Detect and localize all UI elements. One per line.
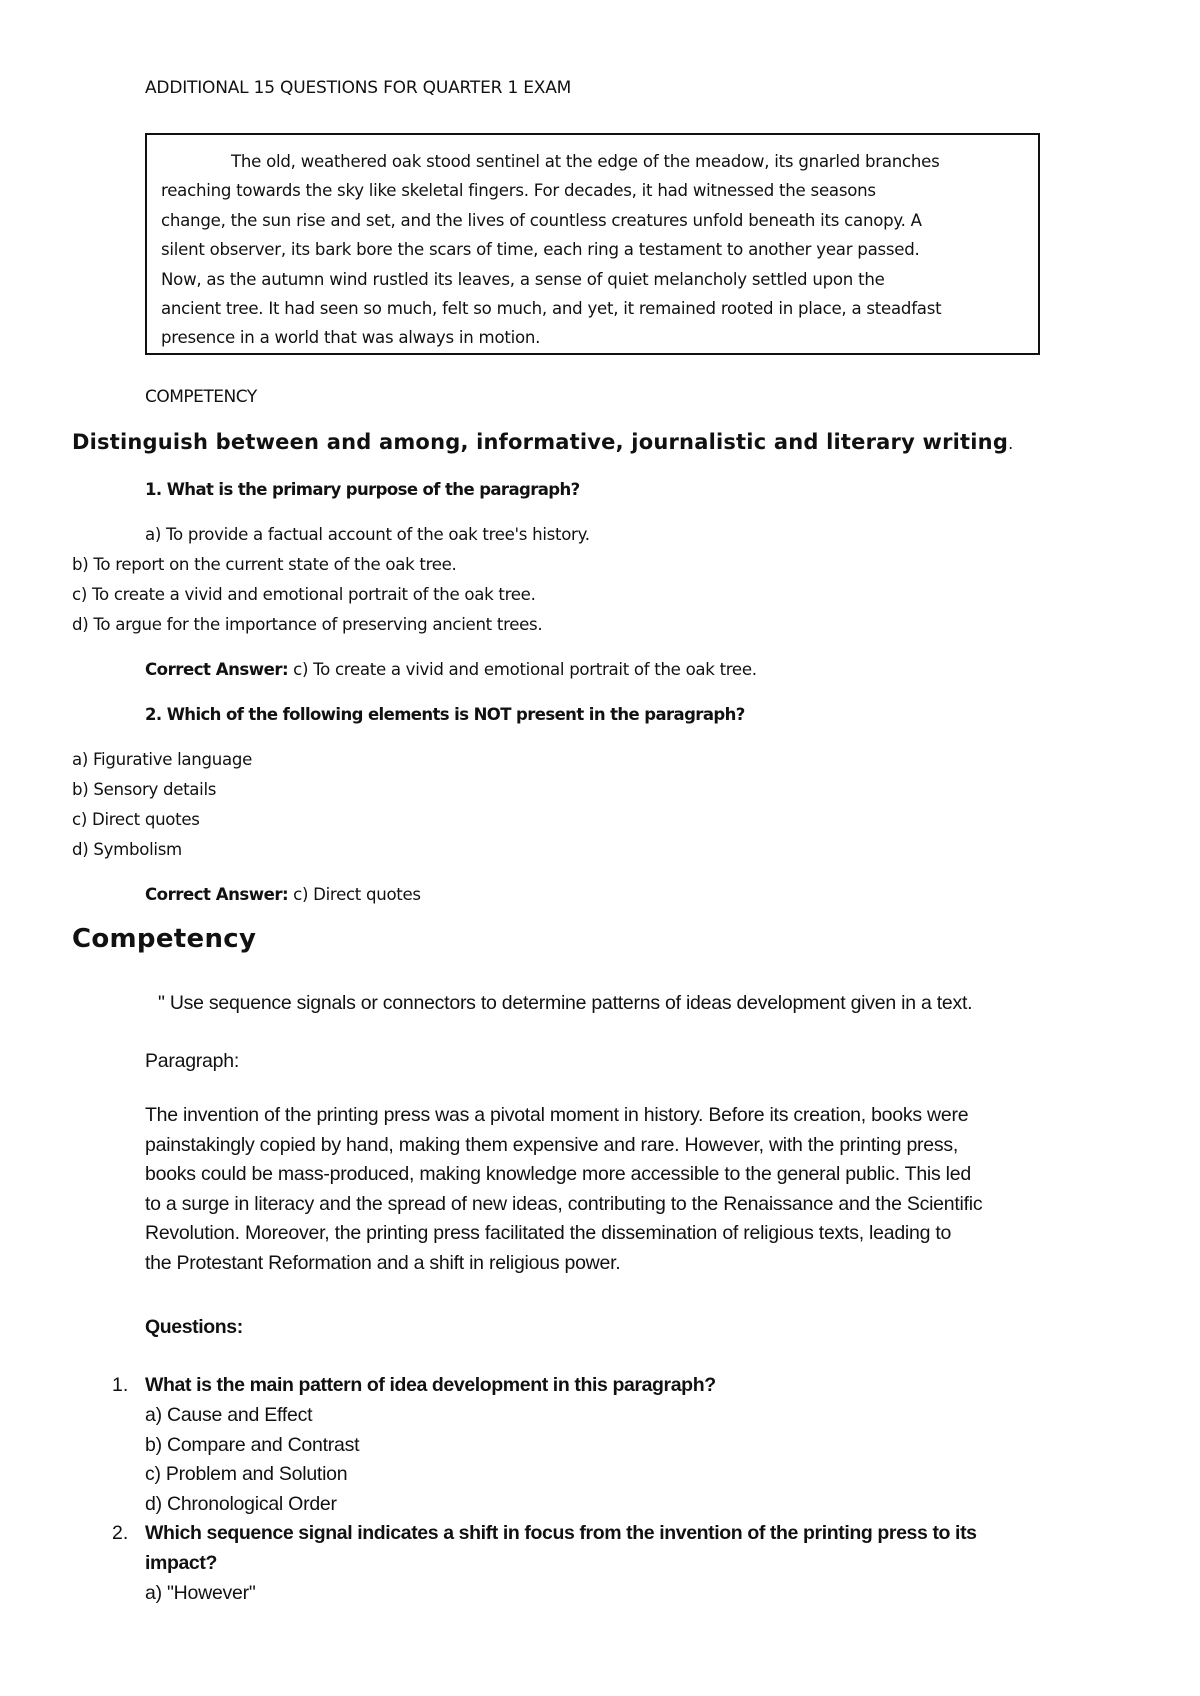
question-2-option-d: d) Symbolism	[72, 840, 182, 859]
paragraph-line: books could be mass-produced, making knowledge more accessible to the general public. This led	[145, 1163, 971, 1186]
passage-line: presence in a world that was always in motion.	[161, 328, 541, 348]
question-1-option-a: a) To provide a factual account of the oak tree's history.	[145, 525, 590, 544]
s2-question-1-text: What is the main pattern of idea development in this paragraph?	[145, 1374, 716, 1396]
competency-section-heading: Competency	[72, 924, 257, 954]
passage-line: The old, weathered oak stood sentinel at the edge of the meadow, its gnarled branches	[231, 152, 940, 171]
question-1-answer	[145, 660, 757, 679]
questions-label: Questions:	[145, 1316, 243, 1338]
answer-label: Correct Answer:	[145, 885, 289, 904]
printing-press-paragraph	[145, 1101, 1145, 1279]
s2-question-1-option-c: c) Problem and Solution	[145, 1463, 348, 1485]
s2-question-1-option-b: b) Compare and Contrast	[145, 1434, 360, 1456]
passage-line: reaching towards the sky like skeletal fingers. For decades, it had witnessed the seasons	[161, 181, 876, 201]
passage-box	[145, 133, 1040, 355]
s2-question-1-option-a: a) Cause and Effect	[145, 1404, 313, 1426]
competency-statement: " Use sequence signals or connectors to determine patterns of ideas development given in a text.	[158, 992, 973, 1014]
paragraph-line: painstakingly copied by hand, making them expensive and rare. However, with the printing press,	[145, 1133, 959, 1156]
question-1-option-b: b) To report on the current state of the oak tree.	[72, 555, 457, 574]
s2-question-1-number: 1.	[112, 1374, 129, 1396]
s2-question-2-option-a: a) "However"	[145, 1582, 256, 1604]
answer-text: c) Direct quotes	[288, 885, 421, 904]
passage-line: silent observer, its bark bore the scars of time, each ring a testament to another year passed.	[161, 240, 920, 260]
question-2-text: 2. Which of the following elements is NOT present in the paragraph?	[145, 705, 745, 724]
s2-question-2-text-line1: Which sequence signal indicates a shift in focus from the invention of the printing press to its	[145, 1522, 977, 1544]
passage-line: Now, as the autumn wind rustled its leaves, a sense of quiet melancholy settled upon the	[161, 269, 885, 289]
answer-text: c) To create a vivid and emotional portrait of the oak tree.	[288, 660, 757, 679]
paragraph-line: Revolution. Moreover, the printing press facilitated the dissemination of religious texts, leading to	[145, 1222, 952, 1245]
s2-question-2-number: 2.	[112, 1522, 129, 1544]
paragraph-line: to a surge in literacy and the spread of new ideas, contributing to the Renaissance and the Scientific	[145, 1192, 983, 1215]
competency-label: COMPETENCY	[145, 387, 257, 407]
question-2-option-b: b) Sensory details	[72, 780, 217, 799]
competency-heading	[72, 430, 1013, 454]
s2-question-2-text-line2: impact?	[145, 1552, 217, 1574]
paragraph-line: The invention of the printing press was a pivotal moment in history. Before its creation, books were	[145, 1104, 969, 1126]
competency-heading-text: Distinguish between and among, informative, journalistic and literary writing	[72, 430, 1009, 454]
paragraph-label: Paragraph:	[145, 1050, 239, 1072]
question-2-answer	[145, 885, 421, 904]
document-title: ADDITIONAL 15 QUESTIONS FOR QUARTER 1 EXAM	[145, 78, 572, 98]
s2-question-1-option-d: d) Chronological Order	[145, 1493, 337, 1515]
question-2-option-a: a) Figurative language	[72, 750, 252, 769]
question-1-option-c: c) To create a vivid and emotional portrait of the oak tree.	[72, 585, 536, 604]
question-1-text: 1. What is the primary purpose of the paragraph?	[145, 480, 580, 499]
paragraph-line: the Protestant Reformation and a shift in religious power.	[145, 1251, 621, 1274]
answer-label: Correct Answer:	[145, 660, 289, 679]
passage-line: change, the sun rise and set, and the lives of countless creatures unfold beneath its canopy. A	[161, 210, 922, 230]
question-2-option-c: c) Direct quotes	[72, 810, 200, 829]
competency-heading-period: .	[1008, 434, 1014, 453]
passage-line: ancient tree. It had seen so much, felt so much, and yet, it remained rooted in place, a steadfast	[161, 299, 942, 319]
question-1-option-d: d) To argue for the importance of preserving ancient trees.	[72, 615, 543, 634]
